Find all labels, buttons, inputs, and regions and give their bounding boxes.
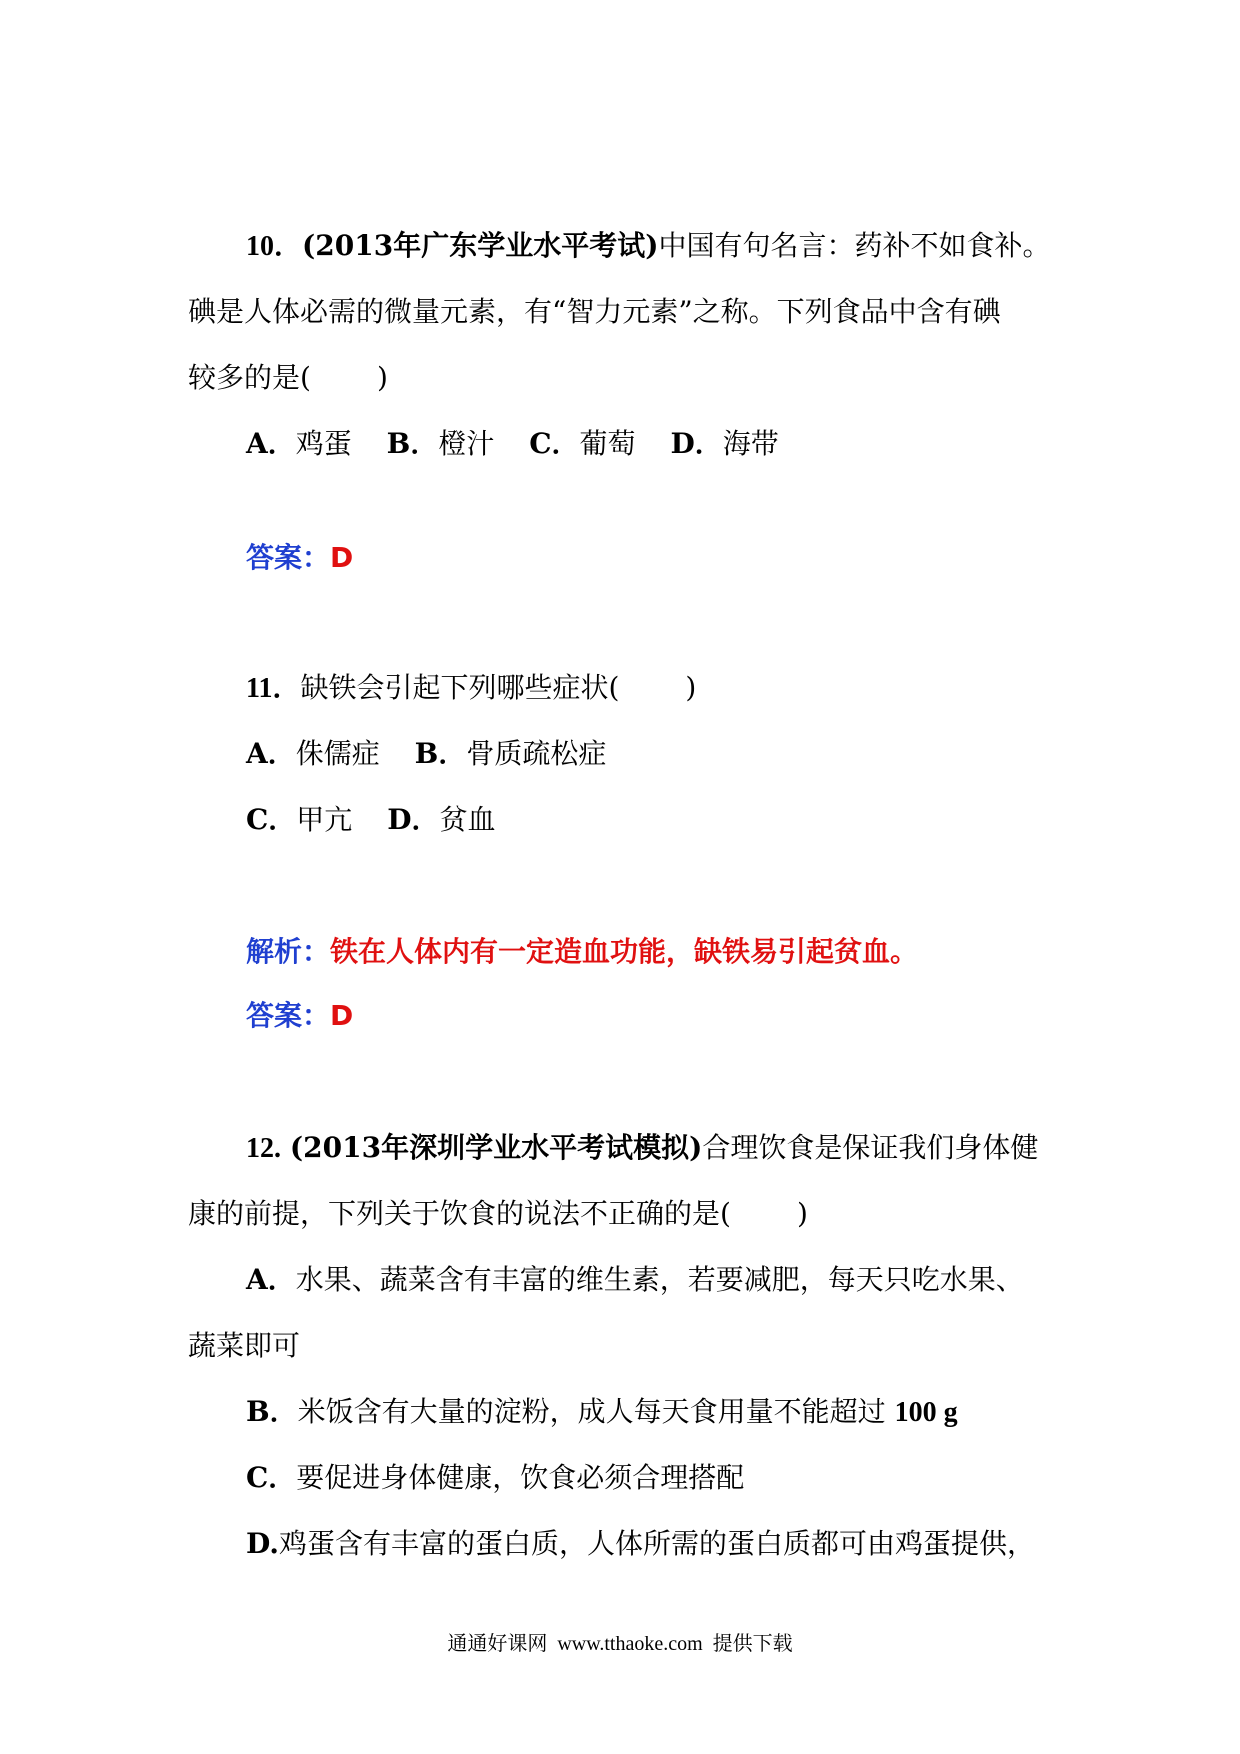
q11-answer: [246, 998, 353, 1034]
q10-option-b-text: 橙汁: [438, 427, 495, 460]
footer-url: www.tthaoke.com: [557, 1633, 703, 1655]
q12-option-b-text: 米饭含有大量的淀粉，成人每天食用量不能超过: [297, 1395, 886, 1428]
q11-answer-label: 答案：: [246, 999, 331, 1032]
q11-option-a-text: 侏儒症: [295, 737, 380, 770]
q11-option-c-label: C．: [246, 803, 297, 836]
q12-option-c: [246, 1460, 744, 1496]
q12-number: 12.: [246, 1133, 281, 1164]
page-footer: [0, 1630, 1240, 1657]
q12-option-c-text: 要促进身体健康，饮食必须合理搭配: [296, 1461, 745, 1494]
q11-text: 缺铁会引起下列哪些症状(: [300, 671, 620, 704]
q10-option-d-text: 海带: [722, 427, 779, 460]
q11-analysis: [246, 934, 918, 970]
q12-option-a-line2: 蔬菜即可: [188, 1329, 301, 1362]
q10-option-c-label: C．: [529, 427, 580, 460]
q12-option-b-number: 100 g: [894, 1397, 958, 1428]
q12-option-c-label: C．: [246, 1461, 297, 1494]
q12-option-b-label: B．: [246, 1395, 298, 1428]
q10-answer-value: D: [330, 541, 354, 574]
q11-answer-value: D: [330, 999, 354, 1032]
q12-line2: [188, 1196, 808, 1232]
q12-option-a-text: 水果、蔬菜含有丰富的维生素，若要减肥，每天只吃水果、: [295, 1263, 1024, 1296]
q10-answer: [246, 540, 353, 576]
q11-line1: [246, 670, 696, 707]
q10-option-a-text: 鸡蛋: [295, 427, 352, 460]
q11-number: 11．: [246, 673, 301, 704]
q10-number: 10．: [246, 231, 303, 262]
q11-options-row1: [246, 736, 606, 772]
q10-options: [246, 426, 779, 462]
q10-option-a-label: A．: [246, 427, 296, 460]
q10-line3: [188, 360, 388, 396]
q10-option-b-label: B．: [386, 427, 439, 460]
footer-site-name: 通通好课网: [447, 1631, 548, 1655]
q12-option-b: [246, 1394, 958, 1431]
q12-close-paren: ): [796, 1197, 808, 1230]
q10-option-d-label: D．: [670, 427, 723, 460]
q10-option-c-text: 葡萄: [579, 427, 636, 460]
q11-options-row2: [246, 802, 496, 838]
q11-close-paren: ): [685, 671, 697, 704]
q11-option-d-text: 贫血: [439, 803, 496, 836]
q11-option-d-label: D．: [387, 803, 440, 836]
q12-option-a-label: A．: [246, 1263, 296, 1296]
q11-option-c-text: 甲亢: [296, 803, 353, 836]
q12-line2-text: 康的前提，下列关于饮食的说法不正确的是(: [188, 1197, 731, 1230]
q11-analysis-text: 铁在人体内有一定造血功能，缺铁易引起贫血。: [330, 935, 919, 968]
q10-close-paren: ): [376, 361, 388, 394]
q10-line1: [246, 228, 1050, 265]
q10-answer-label: 答案：: [246, 541, 331, 574]
q12-line1-text: 合理饮食是保证我们身体健: [702, 1131, 1039, 1164]
q10-line2: 碘是人体必需的微量元素，有“智力元素”之称。下列食品中含有碘: [188, 295, 1001, 328]
q12-option-d-label: D.: [246, 1527, 280, 1560]
q11-option-b-text: 骨质疏松症: [466, 737, 607, 770]
q12-source: (2013年深圳学业水平考试模拟): [289, 1131, 703, 1164]
q12-option-d-text: 鸡蛋含有丰富的蛋白质，人体所需的蛋白质都可由鸡蛋提供，: [279, 1527, 1036, 1560]
q10-source: (2013年广东学业水平考试): [302, 229, 659, 262]
q12-option-d: [246, 1526, 1035, 1562]
q11-option-a-label: A．: [246, 737, 296, 770]
footer-suffix: 提供下载: [712, 1631, 793, 1655]
q12-line1: [246, 1130, 1038, 1167]
q10-line1-text: 中国有句名言：药补不如食补。: [658, 229, 1051, 262]
q12-option-a-line1: [246, 1262, 1024, 1298]
q11-analysis-label: 解析：: [246, 935, 331, 968]
q11-option-b-label: B．: [414, 737, 467, 770]
q10-line3-text: 较多的是(: [188, 361, 311, 394]
